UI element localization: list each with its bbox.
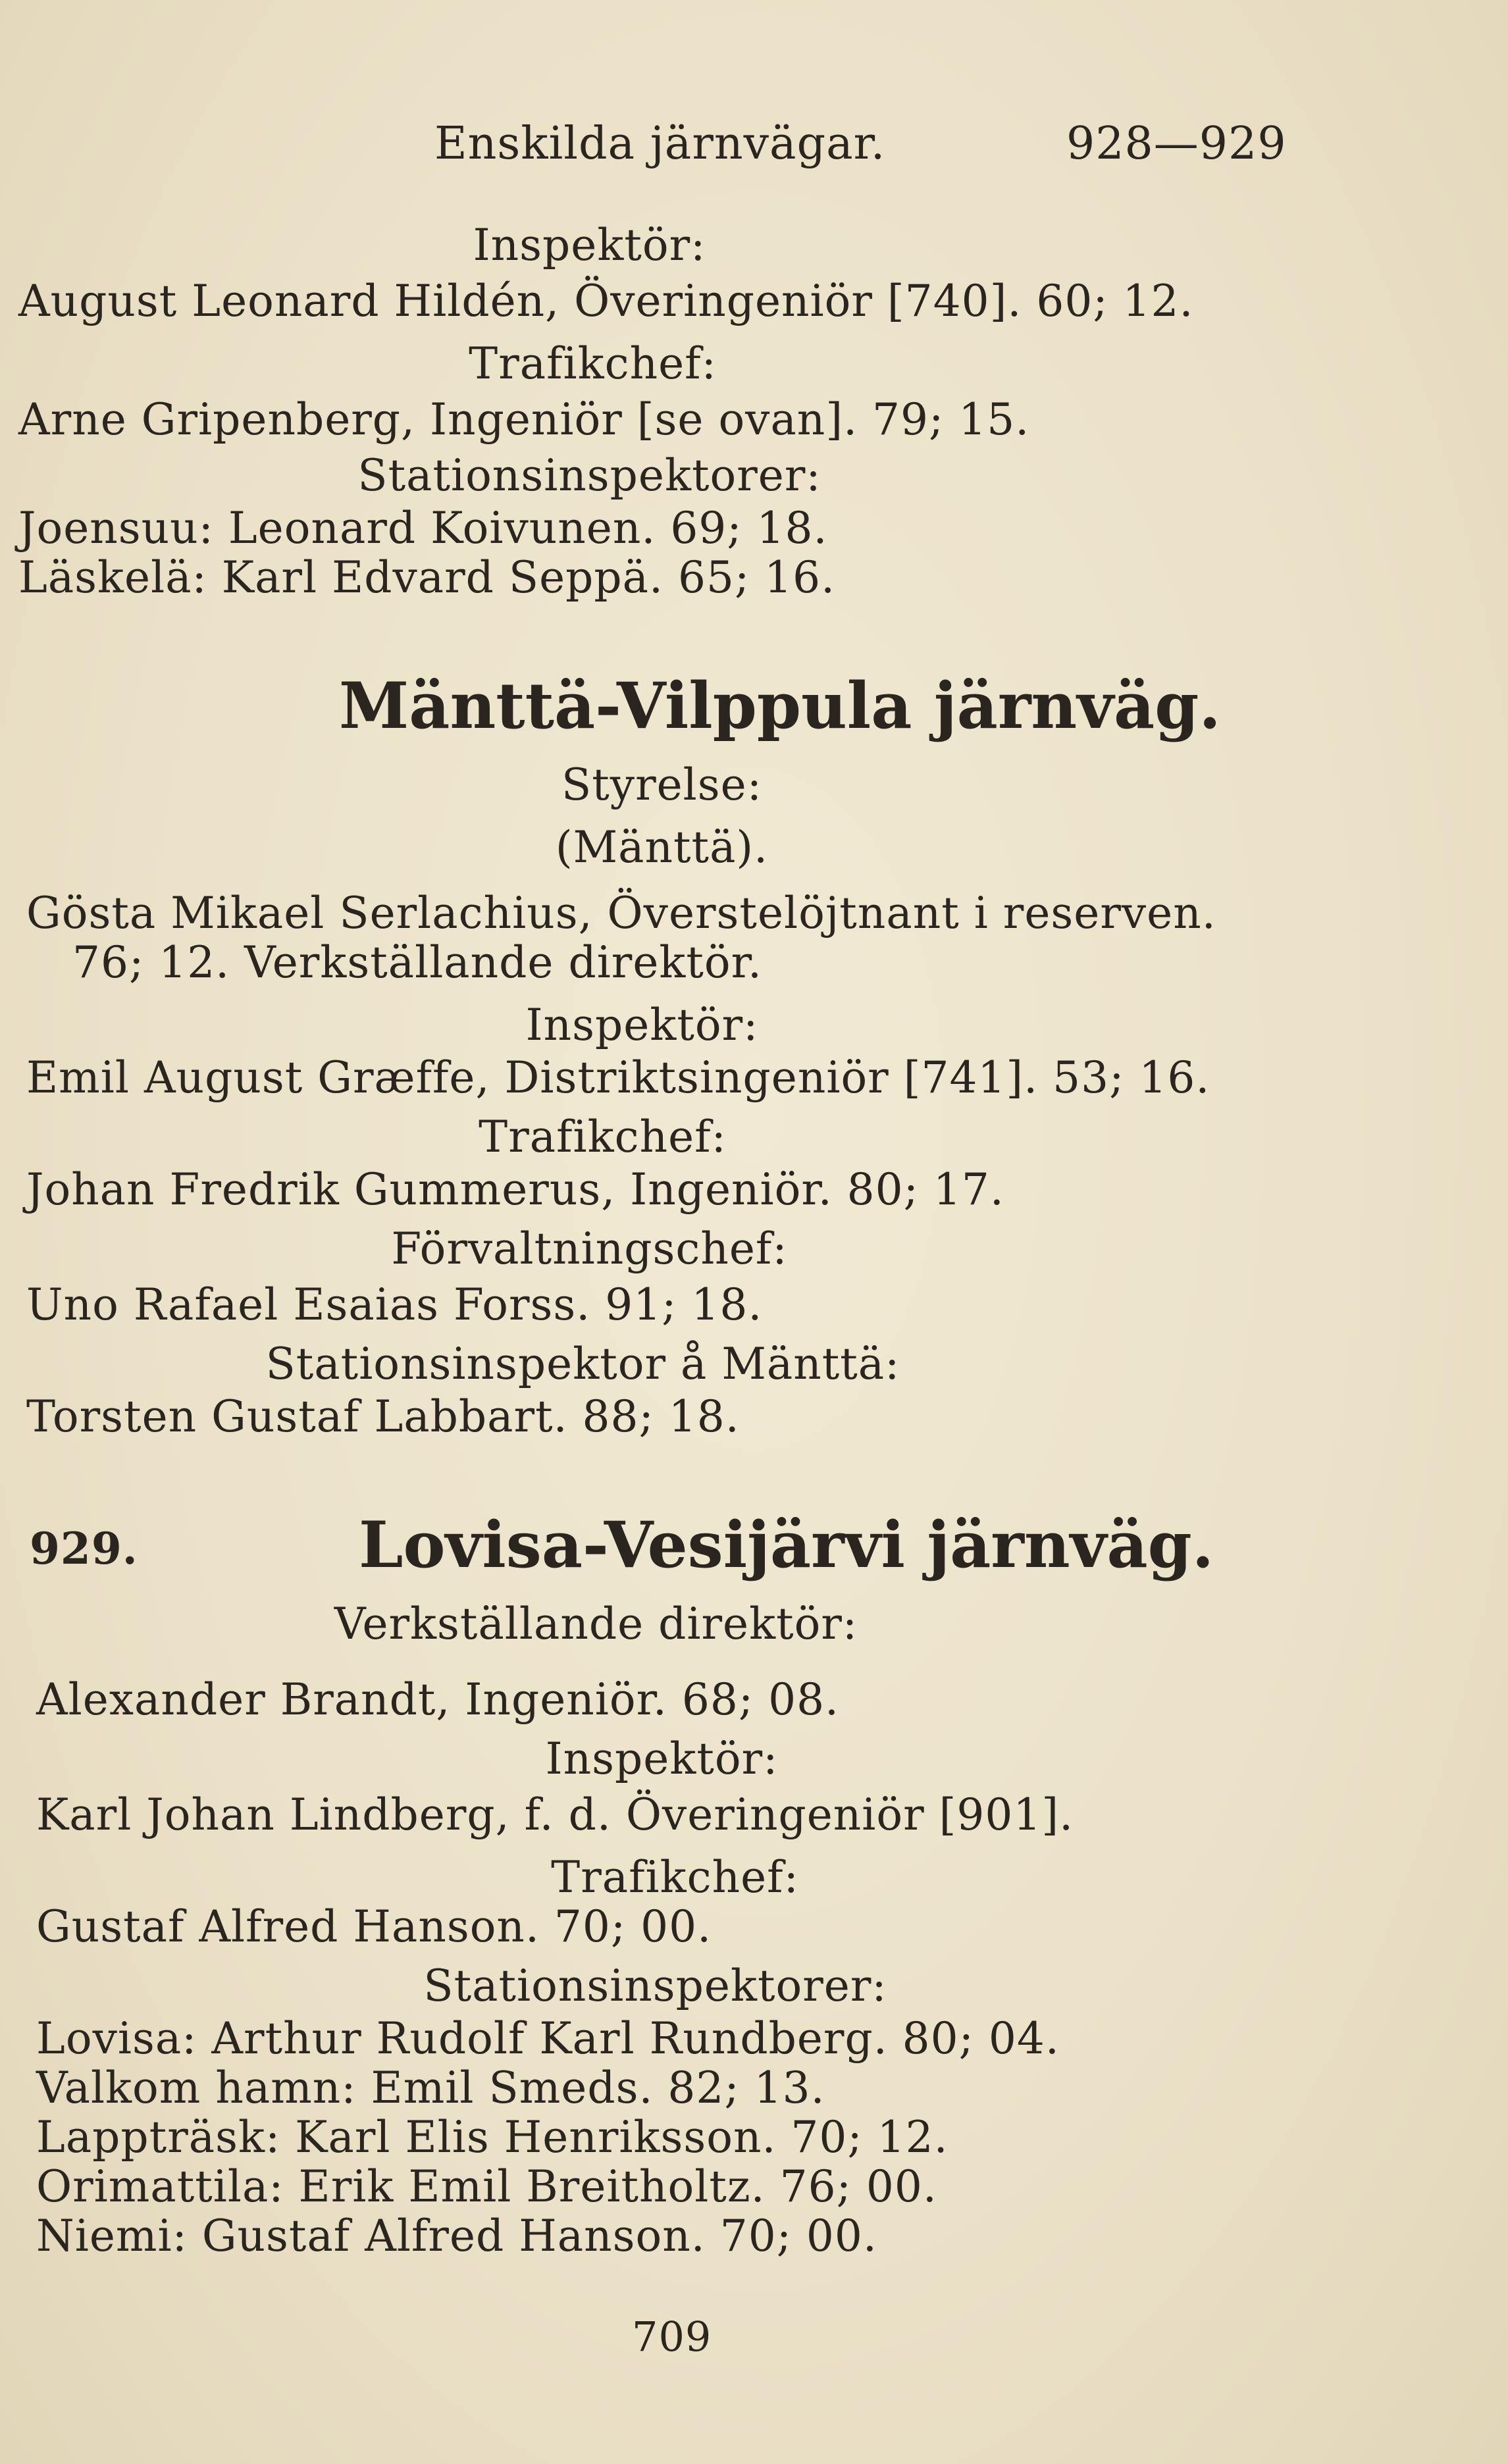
entry-verkstallande: Alexander Brandt, Ingeniör. 68; 08. (36, 1674, 840, 1725)
entry-styrelse-1: Gösta Mikael Serlachius, Överstelöjtnant i reserven. (26, 888, 1216, 938)
entry-trafikchef: Arne Gripenberg, Ingeniör [se ovan]. 79; 15. (18, 394, 1030, 445)
entry-station-1: Joensuu: Leonard Koivunen. 69; 18. (18, 503, 828, 553)
heading-stationsinspektorer: Stationsinspektorer: (357, 450, 821, 501)
section-title-lovisa: Lovisa-Vesijärvi järnväg. (359, 1508, 1214, 1582)
entry-station-niemi: Niemi: Gustaf Alfred Hanson. 70; 00. (36, 2211, 877, 2261)
heading-stationsinspektorer-lovisa: Stationsinspektorer: (423, 1961, 887, 2011)
entry-styrelse-2: 76; 12. Verkställande direktör. (72, 937, 762, 988)
heading-trafikchef: Trafikchef: (469, 338, 717, 389)
heading-styrelse: Styrelse: (561, 759, 762, 810)
entry-trafikchef-mantta: Johan Fredrik Gummerus, Ingeniör. 80; 17. (26, 1164, 1004, 1215)
entry-inspektor-mantta: Emil August Græffe, Distriktsingeniör [741]. 53; 16. (26, 1052, 1210, 1103)
entry-trafikchef-lovisa: Gustaf Alfred Hanson. 70; 00. (36, 1901, 712, 1952)
entry-station-2: Läskelä: Karl Edvard Seppä. 65; 16. (18, 552, 836, 603)
entry-inspektor: August Leonard Hildén, Överingeniör [740]. 60; 12. (18, 276, 1194, 326)
running-head-range: 928—929 (1066, 118, 1287, 170)
styrelse-place: (Mänttä). (555, 822, 769, 873)
entry-station-orimattila: Orimattila: Erik Emil Breitholtz. 76; 00. (36, 2161, 937, 2212)
heading-forvaltningschef: Förvaltningschef: (391, 1223, 788, 1274)
page-number: 709 (632, 2313, 712, 2361)
section-title-mantta: Mänttä-Vilppula järnväg. (339, 669, 1221, 743)
heading-trafikchef-mantta: Trafikchef: (479, 1112, 727, 1162)
heading-trafikchef-lovisa: Trafikchef: (551, 1852, 799, 1903)
entry-inspektor-lovisa: Karl Johan Lindberg, f. d. Överingeniör [901]. (36, 1789, 1074, 1840)
entry-forvaltningschef: Uno Rafael Esaias Forss. 91; 18. (26, 1279, 763, 1330)
entry-stationsinspektor-mantta: Torsten Gustaf Labbart. 88; 18. (26, 1391, 740, 1442)
entry-station-valkom: Valkom hamn: Emil Smeds. 82; 13. (36, 2063, 825, 2113)
heading-inspektor: Inspektör: (473, 220, 706, 270)
entry-station-lapptrask: Lappträsk: Karl Elis Henriksson. 70; 12. (36, 2112, 949, 2163)
heading-inspektor-mantta: Inspektör: (525, 1000, 759, 1050)
entry-station-lovisa: Lovisa: Arthur Rudolf Karl Rundberg. 80; 04. (36, 2013, 1060, 2064)
heading-inspektor-lovisa: Inspektör: (545, 1733, 779, 1784)
heading-verkstallande: Verkställande direktör: (334, 1599, 858, 1649)
running-head-title: Enskilda järnvägar. (434, 118, 886, 170)
entry-number-929: 929. (30, 1523, 138, 1574)
heading-stationsinspektor-mantta: Stationsinspektor å Mänttä: (265, 1339, 900, 1389)
